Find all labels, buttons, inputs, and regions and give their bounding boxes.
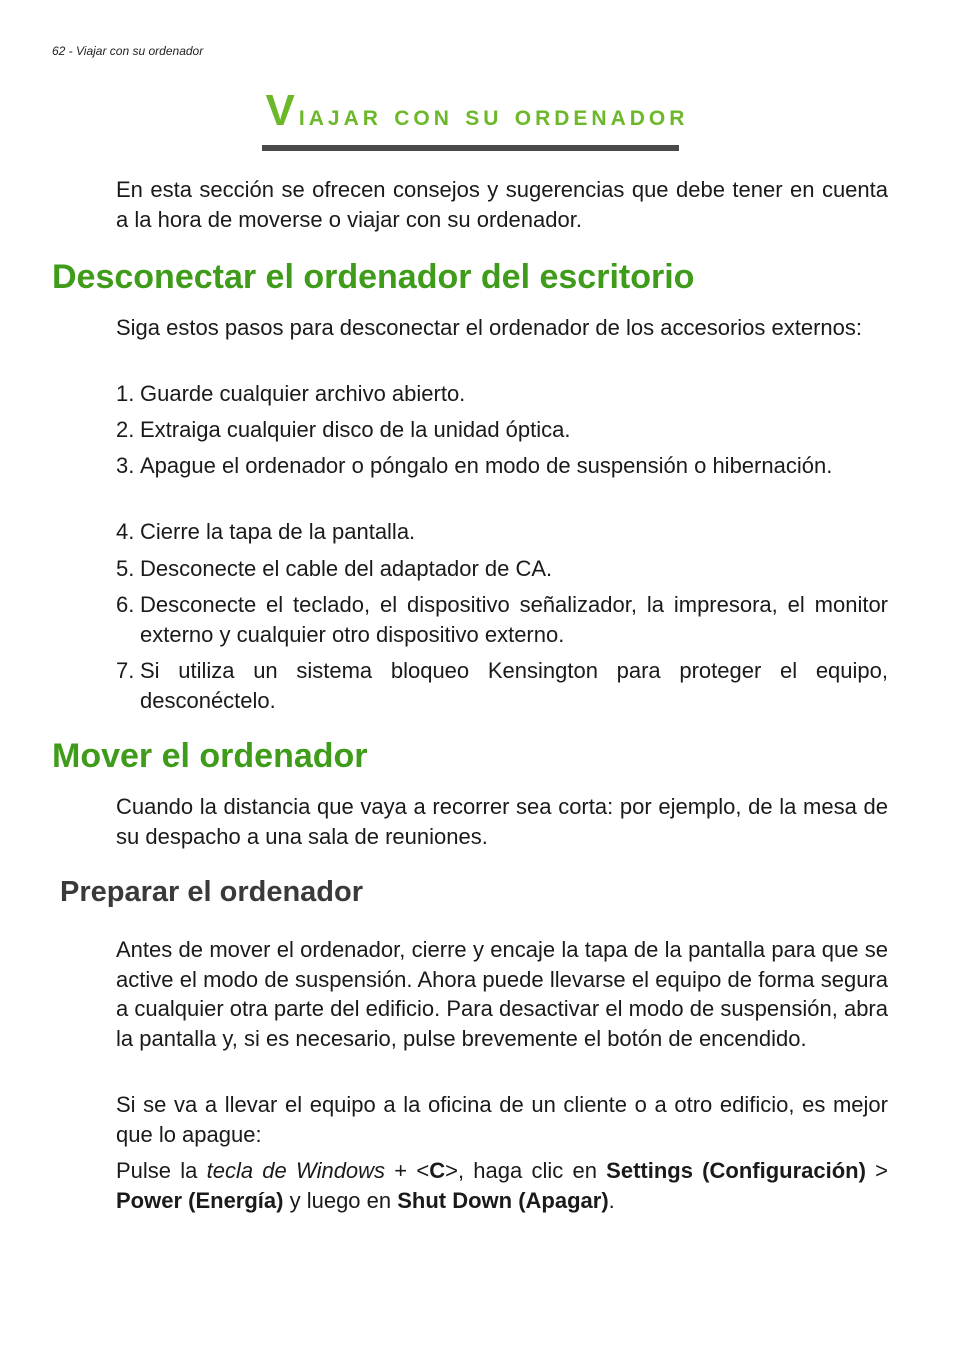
step-text: Desconecte el teclado, el dispositivo señalizador, la impresora, el monitor externo y cualquier otro dispositivo externo. (140, 592, 888, 647)
power-label: Power (Energía) (116, 1187, 284, 1213)
heading-disconnect: Desconectar el ordenador del escritorio (52, 258, 695, 296)
step-text: Cierre la tapa de la pantalla. (140, 519, 416, 544)
move-lead: Cuando la distancia que vaya a recorrer sea corta: por ejemplo, de la mesa de su despacho a una sala de reuniones. (116, 794, 888, 849)
step-number: 5. (116, 556, 135, 581)
step-item (116, 517, 888, 547)
step-text: Apague el ordenador o póngalo en modo de suspensión o hibernación. (140, 453, 833, 478)
step-number: 1. (116, 381, 135, 406)
step-item (116, 415, 888, 445)
chapter-title (0, 86, 954, 136)
step-item (116, 656, 888, 715)
step-number: 4. (116, 519, 135, 544)
shutdown-label: Shut Down (Apagar) (397, 1187, 609, 1213)
key-c: C (429, 1158, 446, 1183)
settings-label: Settings (Configuración) (606, 1158, 866, 1183)
p3-text: . (608, 1187, 615, 1213)
heading-prepare: Preparar el ordenador (60, 876, 363, 908)
step-text: Desconecte el cable del adaptador de CA. (140, 556, 553, 581)
step-item (116, 451, 888, 481)
intro-paragraph: En esta sección se ofrecen consejos y sugerencias que debe tener en cuenta a la hora de moverse o viajar con su ordenador. (116, 177, 888, 232)
step-item (116, 554, 888, 584)
step-text: Si utiliza un sistema bloqueo Kensington para proteger el equipo, desconéctelo. (140, 658, 888, 713)
disconnect-lead: Siga estos pasos para desconectar el ordenador de los accesorios externos: (116, 315, 862, 340)
p3-text: >, haga clic en (445, 1158, 607, 1183)
prepare-paragraph-1: Antes de mover el ordenador, cierre y encaje la tapa de la pantalla para que se active el modo de suspensión. Ahora puede llevarse el equipo de forma segura a cualquier otra parte del edificio. Para desactivar el modo de suspensión, abra la pantalla y, si es necesario, pulse brevemente el botón de encendido. (116, 937, 888, 1051)
step-number: 7. (116, 658, 135, 683)
step-item (116, 379, 888, 409)
p3-text: > (865, 1158, 888, 1183)
prepare-paragraph-3 (116, 1156, 888, 1215)
p3-text: Pulse la (116, 1158, 207, 1183)
step-item (116, 590, 888, 649)
chapter-title-initial: V (265, 86, 299, 135)
windows-key-name: tecla de Windows (206, 1158, 386, 1183)
step-number: 2. (116, 417, 135, 442)
chapter-title-rest: iajar con su ordenador (298, 99, 689, 132)
title-rule (262, 145, 679, 151)
p3-text: y luego en (283, 1187, 398, 1213)
heading-move: Mover el ordenador (52, 737, 368, 775)
step-text: Extraiga cualquier disco de la unidad óptica. (140, 417, 571, 442)
step-number: 6. (116, 592, 135, 617)
step-number: 3. (116, 453, 135, 478)
step-text: Guarde cualquier archivo abierto. (140, 381, 466, 406)
p3-text: + < (385, 1158, 430, 1183)
running-header: 62 - Viajar con su ordenador (52, 44, 204, 58)
prepare-paragraph-2: Si se va a llevar el equipo a la oficina de un cliente o a otro edificio, es mejor que lo apague: (116, 1092, 888, 1147)
